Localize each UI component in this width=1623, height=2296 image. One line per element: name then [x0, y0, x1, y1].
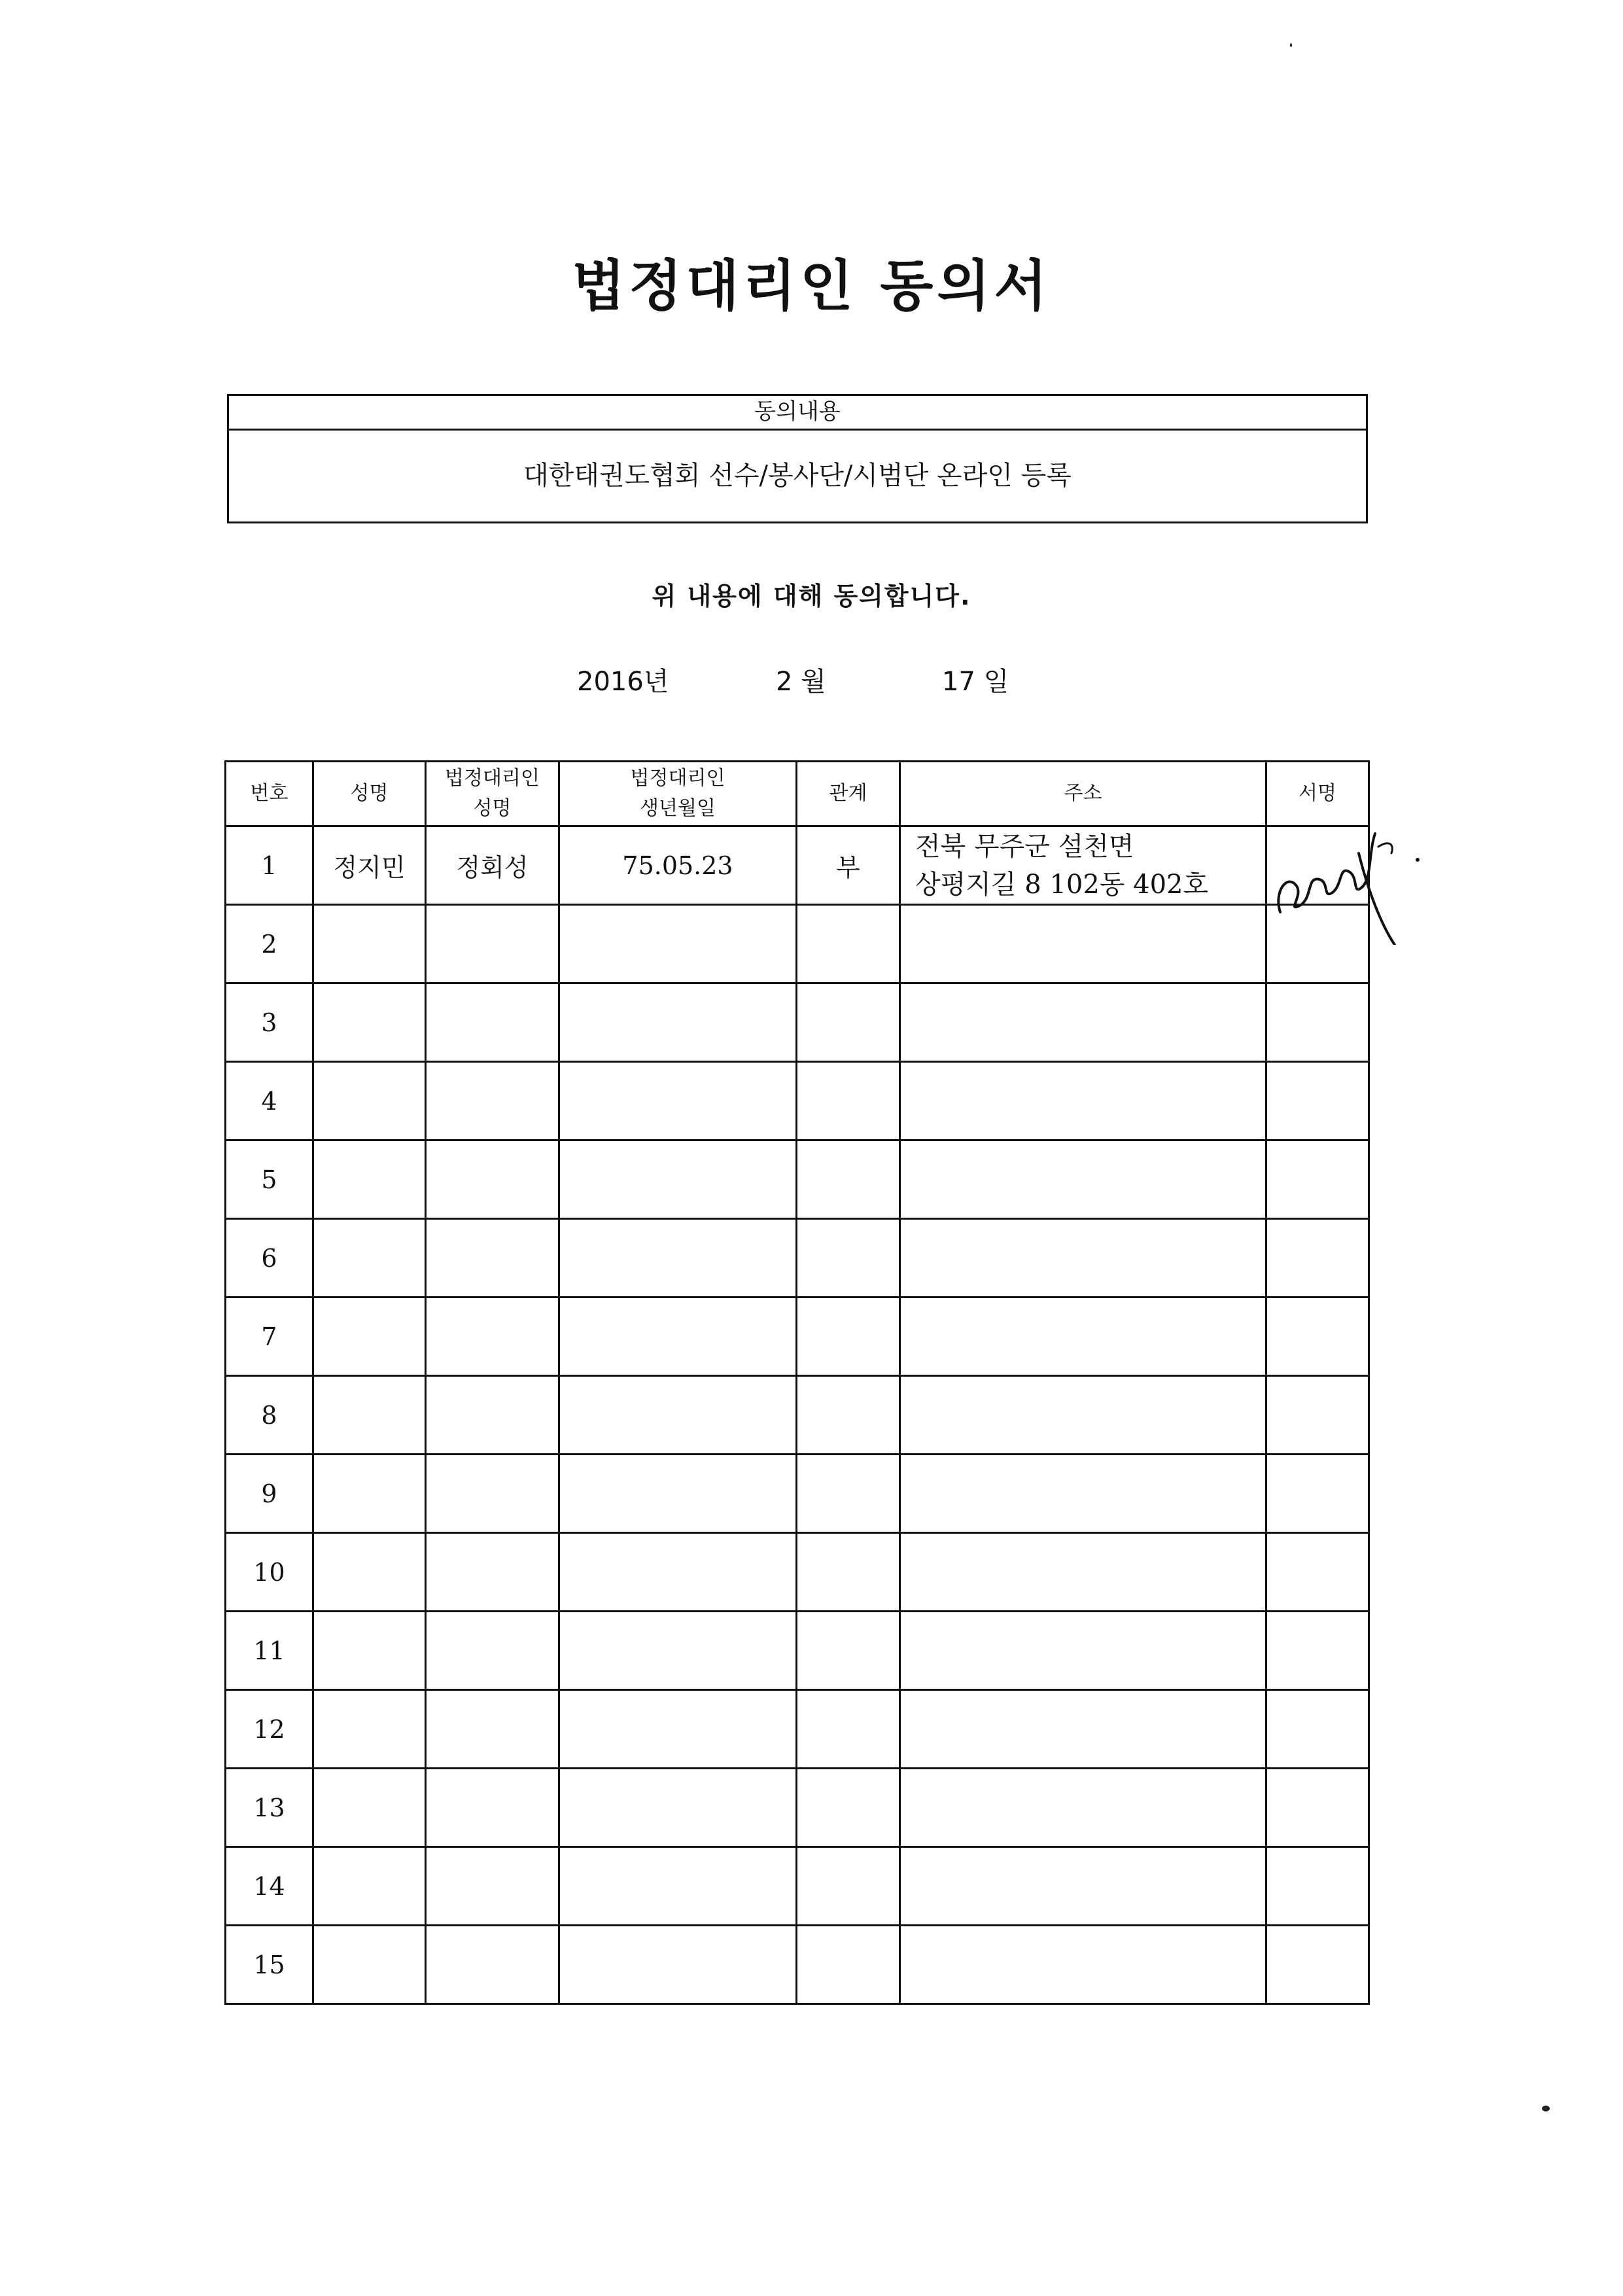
cell-no: 10 [226, 1533, 313, 1612]
cell-name [313, 1062, 426, 1140]
scan-speck [1542, 2106, 1550, 2111]
header-guardian-birth-line1: 법정대리인 [630, 767, 725, 790]
table-row [226, 1376, 1369, 1455]
cell-signature [1266, 826, 1369, 905]
cell-address [900, 1690, 1266, 1769]
cell-guardian-name [426, 1298, 559, 1376]
address-line2: 상평지길 8 102동 402호 [915, 869, 1209, 900]
date-line [0, 661, 1623, 700]
cell-address [900, 983, 1266, 1062]
cell-address [900, 1062, 1266, 1140]
agree-statement: 위 내용에 대해 동의합니다. [652, 582, 971, 610]
table-row [226, 1612, 1369, 1690]
cell-relation [797, 1690, 900, 1769]
date-month: 2 월 [776, 667, 826, 697]
cell-relation [797, 905, 900, 983]
table-row [226, 1769, 1369, 1847]
cell-guardian-birth [559, 1926, 797, 2004]
cell-signature [1266, 1140, 1369, 1219]
cell-name [313, 905, 426, 983]
cell-guardian-name [426, 1612, 559, 1690]
table-row [226, 1062, 1369, 1140]
cell-guardian-name [426, 1219, 559, 1298]
cell-guardian-birth [559, 1219, 797, 1298]
cell-address [900, 1140, 1266, 1219]
table-header-row [226, 762, 1369, 826]
cell-relation [797, 1769, 900, 1847]
table-row [226, 826, 1369, 905]
cell-guardian-birth [559, 1140, 797, 1219]
cell-address [900, 1533, 1266, 1612]
table-row [226, 905, 1369, 983]
cell-name [313, 1612, 426, 1690]
header-name: 성명 [313, 762, 426, 826]
cell-address [900, 1455, 1266, 1533]
document-title: 법정대리인 동의서 [572, 253, 1051, 318]
cell-guardian-birth [559, 983, 797, 1062]
table-row [226, 1455, 1369, 1533]
table-row [226, 1219, 1369, 1298]
cell-guardian-name [426, 905, 559, 983]
cell-relation [797, 1140, 900, 1219]
cell-name [313, 1455, 426, 1533]
cell-signature [1266, 1690, 1369, 1769]
cell-guardian-birth: 75.05.23 [559, 826, 797, 905]
header-guardian-name-line2: 성명 [473, 797, 512, 820]
cell-guardian-birth [559, 1690, 797, 1769]
cell-name: 정지민 [313, 826, 426, 905]
cell-relation [797, 1533, 900, 1612]
cell-no: 6 [226, 1219, 313, 1298]
cell-guardian-birth [559, 1533, 797, 1612]
guardian-roster-table [224, 760, 1370, 2005]
cell-relation [797, 1455, 900, 1533]
cell-guardian-birth [559, 1376, 797, 1455]
cell-address [900, 1219, 1266, 1298]
header-guardian-name [426, 762, 559, 826]
cell-signature [1266, 1612, 1369, 1690]
cell-guardian-name [426, 1533, 559, 1612]
cell-guardian-name [426, 1769, 559, 1847]
cell-name [313, 1769, 426, 1847]
consent-header: 동의내용 [229, 396, 1366, 431]
cell-address [900, 1926, 1266, 2004]
cell-name [313, 1298, 426, 1376]
cell-address [900, 905, 1266, 983]
table-row [226, 1298, 1369, 1376]
table-row [226, 1533, 1369, 1612]
cell-relation [797, 1298, 900, 1376]
cell-signature [1266, 1926, 1369, 2004]
cell-no: 13 [226, 1769, 313, 1847]
cell-address [900, 1298, 1266, 1376]
cell-guardian-birth [559, 905, 797, 983]
cell-no: 15 [226, 1926, 313, 2004]
cell-relation [797, 1219, 900, 1298]
cell-guardian-name [426, 1140, 559, 1219]
cell-name [313, 1140, 426, 1219]
header-no: 번호 [226, 762, 313, 826]
cell-signature [1266, 1533, 1369, 1612]
cell-relation [797, 1376, 900, 1455]
table-row [226, 983, 1369, 1062]
cell-guardian-name [426, 983, 559, 1062]
cell-no: 5 [226, 1140, 313, 1219]
cell-signature [1266, 983, 1369, 1062]
cell-signature [1266, 905, 1369, 983]
cell-no: 9 [226, 1455, 313, 1533]
cell-guardian-birth [559, 1062, 797, 1140]
table-row [226, 1847, 1369, 1926]
table-row [226, 1690, 1369, 1769]
cell-guardian-name: 정회성 [426, 826, 559, 905]
cell-address [900, 1612, 1266, 1690]
scan-speck [1290, 43, 1292, 47]
header-guardian-name-line1: 법정대리인 [445, 767, 540, 790]
date-year: 2016년 [577, 667, 669, 697]
cell-name [313, 1219, 426, 1298]
cell-guardian-name [426, 1062, 559, 1140]
cell-name [313, 983, 426, 1062]
cell-signature [1266, 1062, 1369, 1140]
table-row [226, 1926, 1369, 2004]
cell-name [313, 1847, 426, 1926]
cell-address [900, 1769, 1266, 1847]
cell-guardian-birth [559, 1612, 797, 1690]
cell-relation: 부 [797, 826, 900, 905]
cell-no: 1 [226, 826, 313, 905]
cell-no: 12 [226, 1690, 313, 1769]
cell-no: 3 [226, 983, 313, 1062]
cell-relation [797, 983, 900, 1062]
cell-address [900, 1847, 1266, 1926]
cell-relation [797, 1847, 900, 1926]
cell-no: 8 [226, 1376, 313, 1455]
cell-no: 7 [226, 1298, 313, 1376]
cell-address [900, 826, 1266, 905]
table-row [226, 1140, 1369, 1219]
cell-name [313, 1926, 426, 2004]
cell-signature [1266, 1455, 1369, 1533]
consent-content-box [227, 394, 1368, 523]
cell-guardian-birth [559, 1298, 797, 1376]
cell-address [900, 1376, 1266, 1455]
cell-relation [797, 1612, 900, 1690]
header-guardian-birth [559, 762, 797, 826]
cell-guardian-name [426, 1455, 559, 1533]
header-relation: 관계 [797, 762, 900, 826]
consent-body: 대한태권도협회 선수/봉사단/시범단 온라인 등록 [523, 461, 1072, 491]
cell-guardian-name [426, 1376, 559, 1455]
cell-name [313, 1376, 426, 1455]
cell-signature [1266, 1219, 1369, 1298]
cell-no: 14 [226, 1847, 313, 1926]
date-day: 17 일 [942, 667, 1009, 697]
cell-guardian-birth [559, 1769, 797, 1847]
cell-guardian-name [426, 1847, 559, 1926]
cell-name [313, 1533, 426, 1612]
cell-guardian-birth [559, 1847, 797, 1926]
cell-signature [1266, 1769, 1369, 1847]
cell-no: 11 [226, 1612, 313, 1690]
cell-name [313, 1690, 426, 1769]
cell-guardian-birth [559, 1455, 797, 1533]
header-signature: 서명 [1266, 762, 1369, 826]
cell-no: 4 [226, 1062, 313, 1140]
cell-signature [1266, 1376, 1369, 1455]
header-guardian-birth-line2: 생년월일 [640, 797, 716, 820]
cell-signature [1266, 1298, 1369, 1376]
cell-guardian-name [426, 1926, 559, 2004]
cell-relation [797, 1062, 900, 1140]
cell-guardian-name [426, 1690, 559, 1769]
cell-relation [797, 1926, 900, 2004]
header-address: 주소 [900, 762, 1266, 826]
address-line1: 전북 무주군 설천면 [915, 831, 1134, 862]
cell-signature [1266, 1847, 1369, 1926]
cell-no: 2 [226, 905, 313, 983]
